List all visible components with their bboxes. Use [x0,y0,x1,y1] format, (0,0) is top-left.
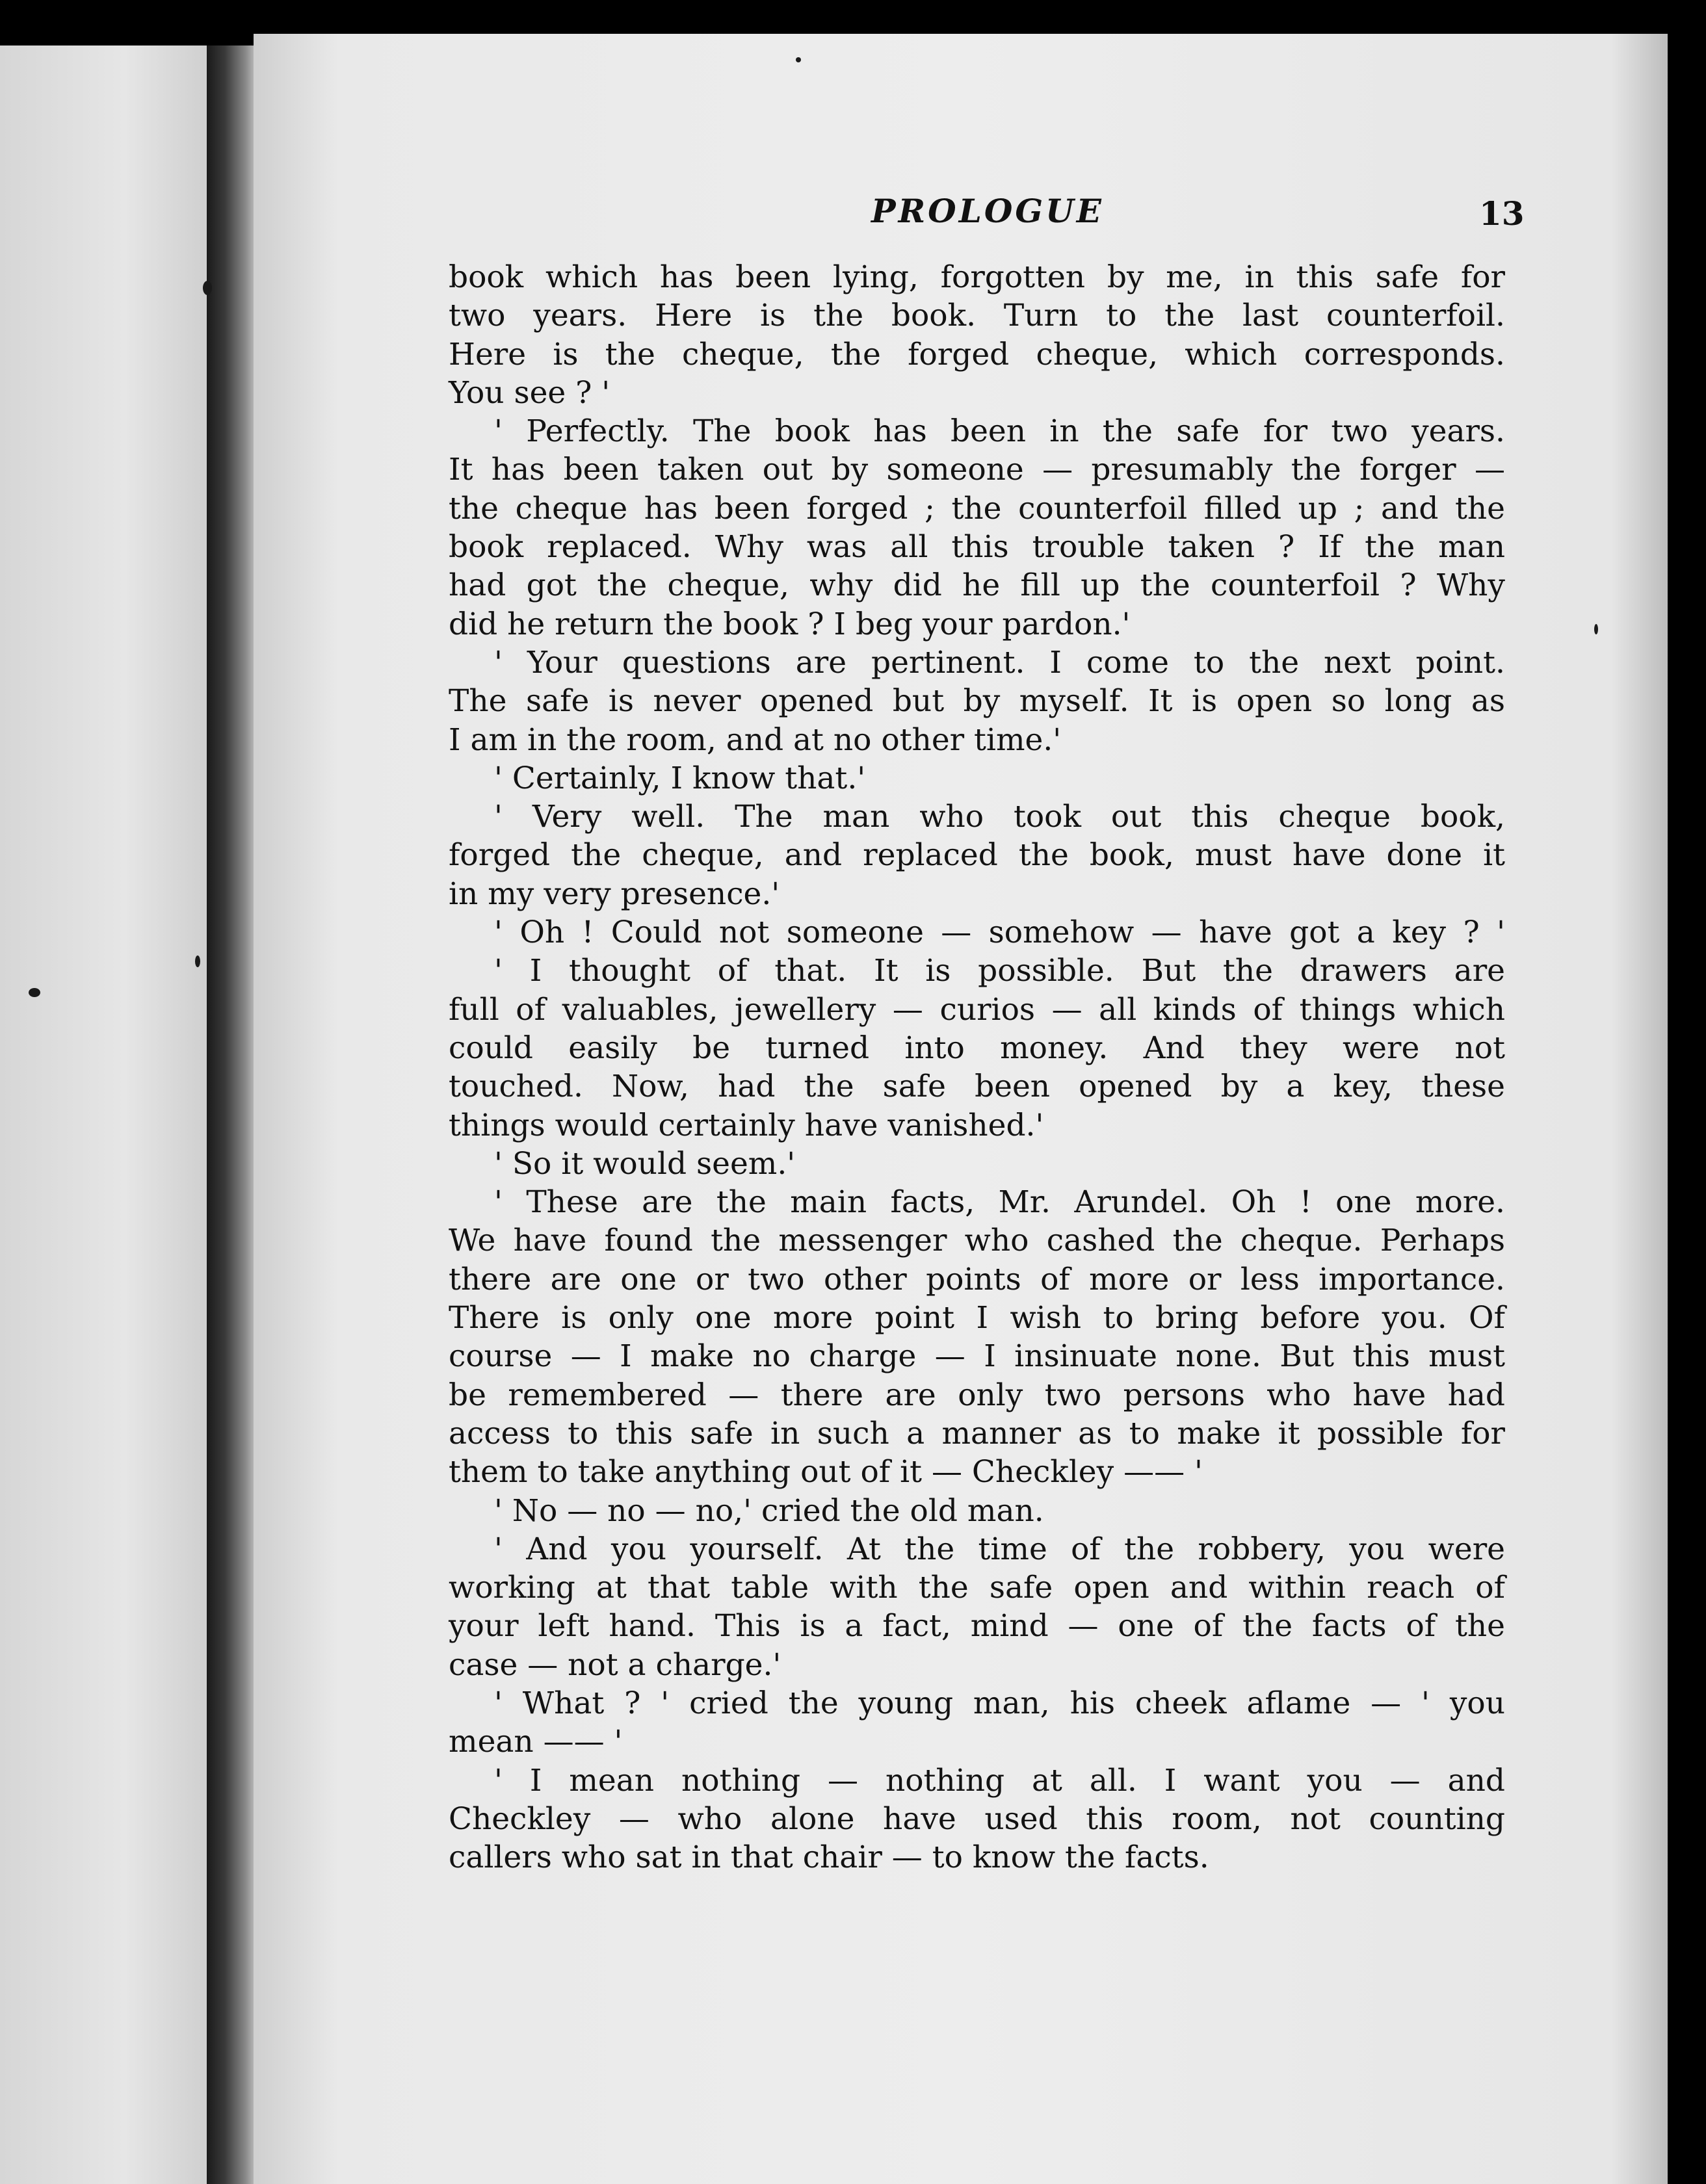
text-line: ' Certainly, I know that.' [494,760,866,796]
text-line: book which has been lying, forgotten by me, in this safe for [449,259,1505,295]
text-line: forged the cheque, and replaced the book, must have done it [449,837,1505,874]
text-line: ' Perfectly. The book has been in the safe for two years. [494,413,1505,450]
page-number: 13 [1479,194,1525,233]
text-line: Checkley — who alone have used this room, not counting [449,1800,1505,1837]
text-line: I am in the room, and at no other time.' [449,722,1062,758]
text-line: in my very presence.' [449,876,780,912]
left-page-edge [0,46,208,2184]
text-line: could easily be turned into money. And they were not [449,1030,1505,1066]
ink-speck [29,988,40,997]
text-line: ' What ? ' cried the young man, his cheek aflame — ' you [494,1685,1505,1721]
text-line: touched. Now, had the safe been opened by a key, these [449,1069,1505,1105]
text-line: working at that table with the safe open and within reach of [449,1570,1505,1606]
text-line: ' No — no — no,' cried the old man. [494,1492,1044,1529]
ink-speck [1594,624,1598,634]
text-line: We have found the messenger who cashed the cheque. Perhaps [449,1223,1505,1259]
text-line: The safe is never opened but by myself. It is open so long as [449,683,1505,720]
text-line: had got the cheque, why did he fill up the counterfoil ? Why [449,567,1505,604]
text-line: two years. Here is the book. Turn to the last counterfoil. [449,298,1505,334]
text-line: the cheque has been forged ; the counterfoil filled up ; and the [449,490,1505,526]
text-line: full of valuables, jewellery — curios — all kinds of things which [449,991,1505,1028]
text-line: ' I thought of that. It is possible. But the drawers are [494,953,1505,989]
book-gutter [207,46,259,2184]
text-line: there are one or two other points of more or less importance. [449,1261,1505,1297]
text-line: access to this safe in such a manner as to make it possible for [449,1415,1505,1451]
text-line: ' I mean nothing — nothing at all. I want you — and [494,1762,1505,1799]
text-line: ' Very well. The man who took out this cheque book, [494,799,1505,835]
text-line: It has been taken out by someone — presumably the forger — [449,452,1505,488]
scan-top-border [0,0,1706,36]
text-line: You see ? ' [449,374,610,411]
text-line: did he return the book ? I beg your pardon.' [449,606,1131,642]
text-line: ' These are the main facts, Mr. Arundel. Oh ! one more. [494,1184,1505,1221]
text-line: There is only one more point I wish to bring before you. Of [449,1300,1505,1336]
ink-speck [796,57,801,62]
ink-speck [203,281,212,295]
text-line: ' Oh ! Could not someone — somehow — have got a key ? ' [494,915,1505,951]
text-line: ' Your questions are pertinent. I come to the next point. [494,644,1505,681]
running-head [0,192,1706,244]
text-line: book replaced. Why was all this trouble taken ? If the man [449,529,1505,566]
body-text [449,258,1505,1877]
text-line: callers who sat in that chair — to know the facts. [449,1840,1209,1876]
text-line: be remembered — there are only two persons who have had [449,1377,1505,1413]
running-title: PROLOGUE [871,192,1104,230]
text-line: ' And you yourself. At the time of the robbery, you were [494,1531,1505,1567]
text-line: case — not a charge.' [449,1646,781,1683]
ink-speck [195,956,200,967]
text-line: your left hand. This is a fact, mind — one of the facts of the [449,1608,1505,1644]
text-line: them to take anything out of it — Checkley —— ' [449,1454,1203,1490]
text-line: Here is the cheque, the forged cheque, which corresponds. [449,336,1505,372]
text-line: ' So it would seem.' [494,1145,796,1182]
text-line: course — I make no charge — I insinuate none. But this must [449,1338,1505,1375]
text-line: mean —— ' [449,1724,623,1760]
text-line: things would certainly have vanished.' [449,1107,1044,1143]
